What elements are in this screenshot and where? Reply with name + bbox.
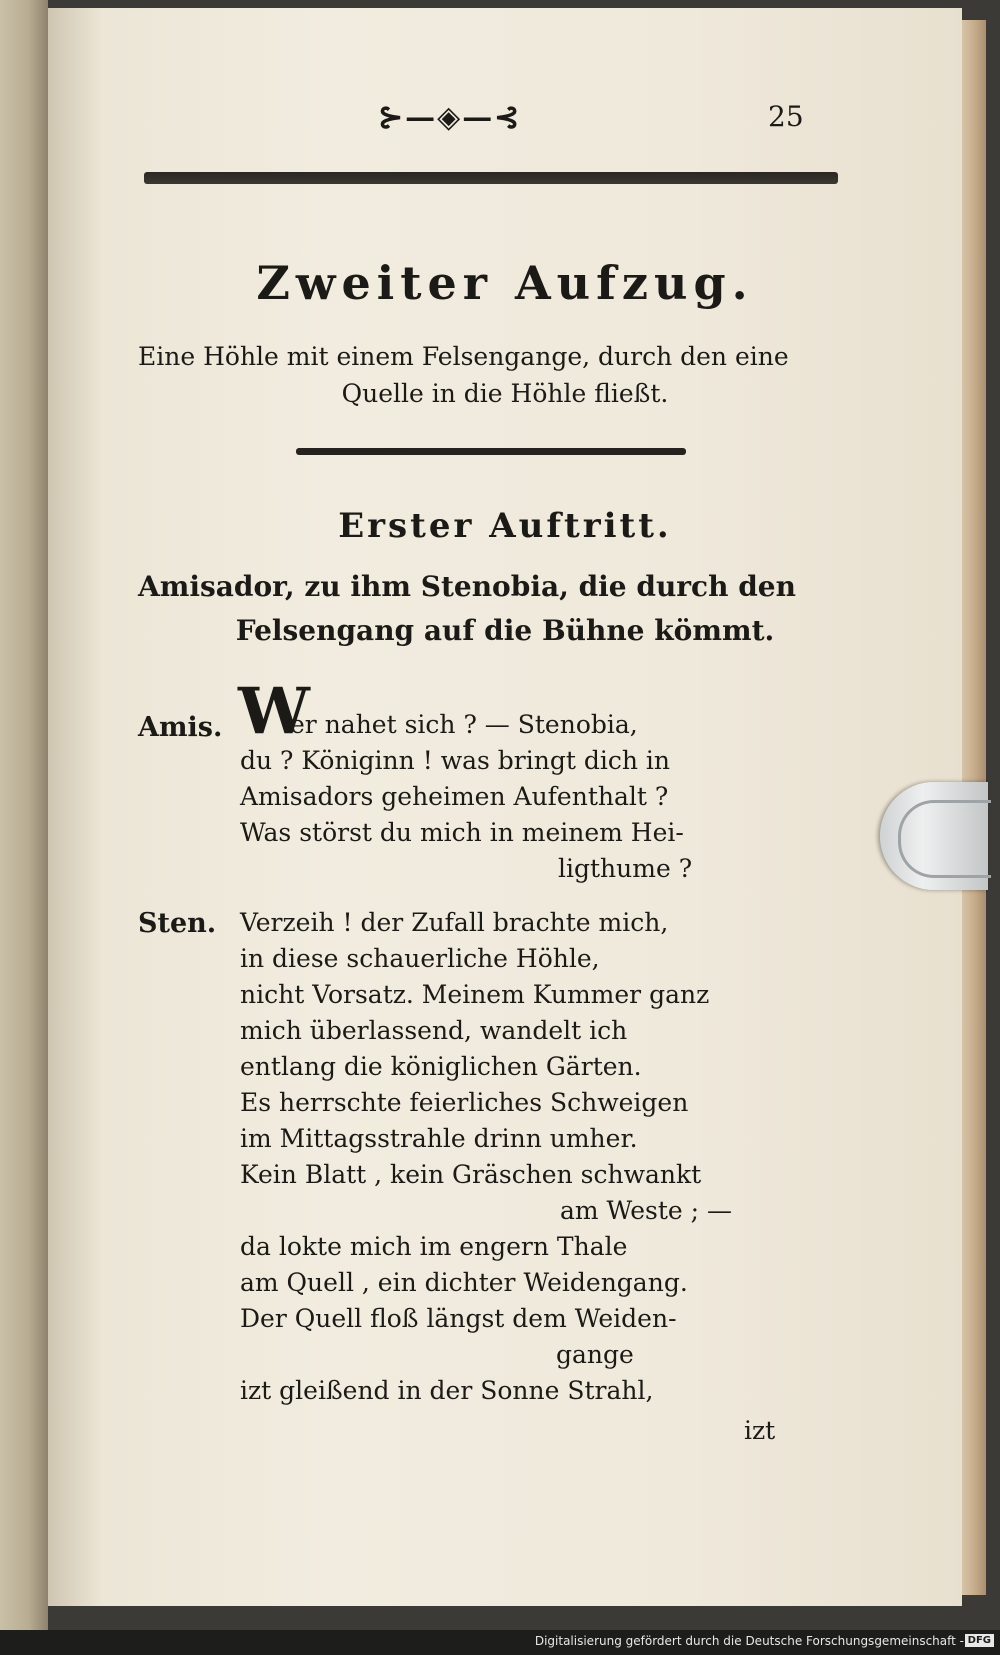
header-rule	[144, 172, 838, 184]
speaker-sten: Sten.	[138, 908, 217, 939]
persons-line-2: Felsengang auf die Bühne kömmt.	[235, 614, 775, 647]
verse-line: in diese schauerliche Höhle,	[240, 944, 600, 973]
verse-line: im Mittagsstrahle drinn umher.	[240, 1124, 638, 1153]
verse-line: Was störst du mich in meinem Hei-	[240, 818, 684, 847]
verse-line: Amisadors geheimen Aufenthalt ?	[240, 782, 669, 811]
book-cover-left	[0, 0, 48, 1630]
setting-line-1: Eine Höhle mit einem Felsengange, durch den eine	[138, 342, 789, 371]
footer-bar	[0, 1630, 1000, 1655]
verse-line: am Quell , ein dichter Weidengang.	[240, 1268, 688, 1297]
page-number: 25	[768, 100, 804, 133]
verse-line: Es herrschte feierliches Schweigen	[240, 1088, 689, 1117]
persons-line-1: Amisador, zu ihm Stenobia, die durch den	[138, 570, 796, 603]
verse-line: Der Quell floß längst dem Weiden-	[240, 1304, 677, 1333]
verse-line: gange	[556, 1340, 634, 1369]
footer-credit: Digitalisierung gefördert durch die Deutsche Forschungsgemeinschaft -	[534, 1634, 964, 1648]
verse-line: Kein Blatt , kein Gräschen schwankt	[240, 1160, 702, 1189]
setting-line-2: Quelle in die Höhle fließt.	[341, 379, 669, 408]
header-ornament: ⊱—◈—⊰	[378, 100, 522, 135]
catchword: izt	[744, 1416, 776, 1445]
verse-line: nicht Vorsatz. Meinem Kummer ganz	[240, 980, 710, 1009]
verse-line: am Weste ; —	[560, 1196, 732, 1225]
speaker-amis: Amis.	[138, 712, 223, 743]
verse-line: Verzeih ! der Zufall brachte mich,	[240, 908, 669, 937]
verse-line: du ? Königinn ! was bringt dich in	[240, 746, 670, 775]
viewer-close-tab[interactable]	[880, 782, 988, 890]
verse-line: er nahet sich ? — Stenobia,	[290, 710, 638, 739]
verse-line: entlang die königlichen Gärten.	[240, 1052, 642, 1081]
verse-line: izt gleißend in der Sonne Strahl,	[240, 1376, 654, 1405]
verse-line: da lokte mich im engern Thale	[240, 1232, 628, 1261]
act-title: Zweiter Aufzug.	[256, 256, 754, 310]
verse-line: mich überlassend, wandelt ich	[240, 1016, 628, 1045]
drop-cap: W	[238, 674, 310, 749]
dfg-logo: DFG	[965, 1634, 994, 1647]
section-rule	[296, 448, 686, 455]
book-page	[48, 8, 962, 1606]
scene-title: Erster Auftritt.	[338, 506, 672, 546]
verse-line: ligthume ?	[558, 854, 693, 883]
